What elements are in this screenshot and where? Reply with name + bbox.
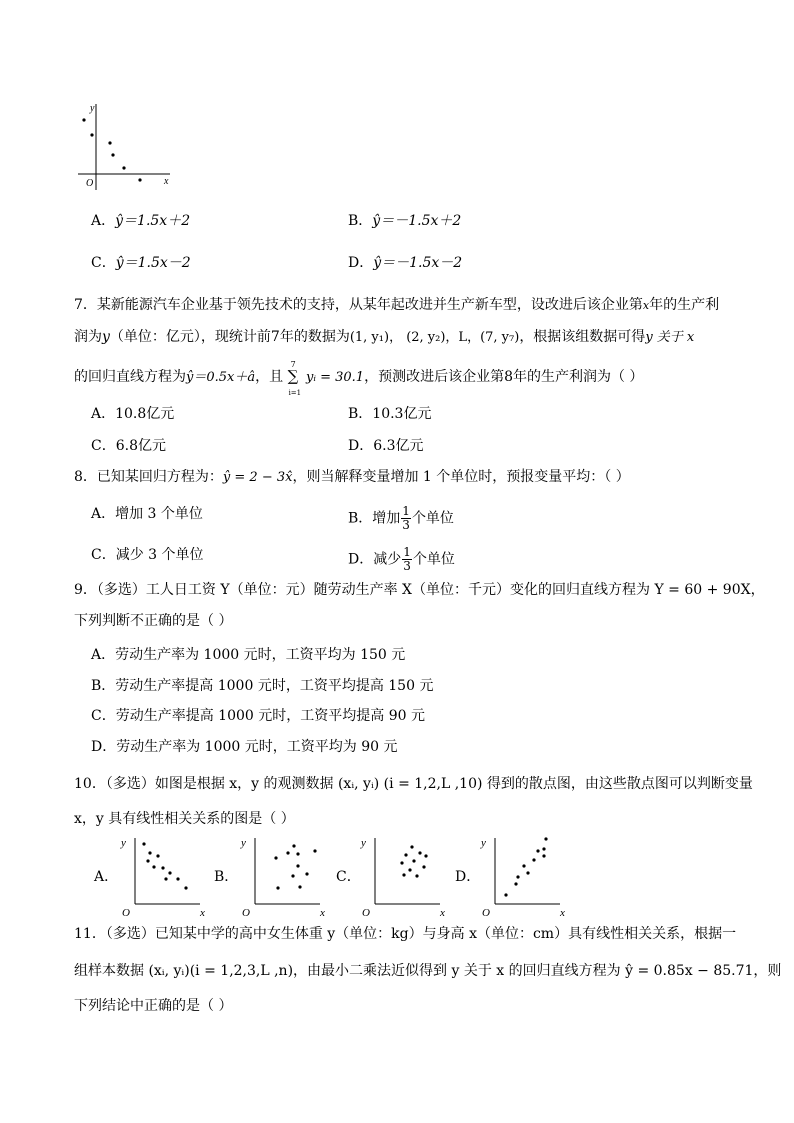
- q9-option-c: C．劳动生产率提高 1000 元时，工资平均提高 90 元: [91, 708, 425, 724]
- q10-plot-a-label: A．: [94, 869, 119, 885]
- scatter-point: [176, 877, 179, 880]
- axis-label-y: y: [361, 837, 366, 849]
- scatter-point: [400, 861, 403, 864]
- q10-stem-line-1: 10．（多选）如图是根据 x，y 的观测数据 (xᵢ, yᵢ) (i = 1,2,L ,10) 得到的散点图，由这些散点图可以判断变量: [74, 776, 753, 792]
- q6-option-b: B．ŷ＝－1.5x＋2: [348, 213, 462, 229]
- scatter-point: [276, 886, 279, 889]
- scatter-point: [296, 864, 299, 867]
- scatter-point: [504, 893, 507, 896]
- axis-origin: O: [86, 178, 94, 189]
- axis-origin: O: [242, 907, 250, 919]
- scatter-point: [410, 845, 413, 848]
- scatter-point: [516, 875, 519, 878]
- scatter-point: [156, 854, 159, 857]
- scatter-point: [152, 865, 155, 868]
- scatter-point: [111, 153, 114, 156]
- q9-stem-line-1: 9．（多选）工人日工资 Y（单位：元）随劳动生产率 X（单位：千元）变化的回归直线方程为 Y = 60 + 90X，: [74, 582, 765, 598]
- q8-option-b: B．增加 $\frac{1}{3}$ 个单位: [348, 504, 454, 532]
- scatter-point: [296, 852, 299, 855]
- scatter-point: [298, 885, 301, 888]
- scatter-point: [514, 882, 517, 885]
- scatter-point: [292, 844, 295, 847]
- q7-option-c: C．6.8亿元: [91, 438, 166, 454]
- q10-plot-b: [238, 832, 330, 922]
- scatter-point: [108, 141, 111, 144]
- axis-label-x: x: [164, 176, 169, 187]
- scatter-point: [274, 856, 277, 859]
- scatter-point: [415, 874, 418, 877]
- axis-label-y: y: [241, 837, 246, 849]
- scatter-point: [408, 868, 411, 871]
- scatter-point: [542, 847, 545, 850]
- scatter-point: [82, 118, 85, 121]
- scatter-point: [422, 865, 425, 868]
- scatter-point: [146, 859, 149, 862]
- q6-option-c: C．ŷ＝1.5x－2: [91, 255, 191, 271]
- scatter-point: [164, 877, 167, 880]
- scatter-point: [122, 166, 125, 169]
- fraction: $\frac{1}{3}$: [402, 504, 410, 532]
- axis-label-x: x: [560, 907, 565, 919]
- scatter-point: [418, 851, 421, 854]
- scatter-point: [138, 178, 141, 181]
- axis-label-y: y: [90, 103, 95, 114]
- scatter-point: [424, 854, 427, 857]
- q10-plot-d-label: D．: [455, 869, 481, 885]
- q7-stem-line-3: 的回归直线方程为ŷ＝0.5x＋â，且 7 ∑ i=1 yᵢ = 30.1，预测改进后该企业第8年的生产利润为（ ）: [74, 360, 644, 397]
- axis-label-x: x: [440, 907, 445, 919]
- scatter-point: [526, 871, 529, 874]
- q7-option-b: B．10.3亿元: [348, 406, 432, 422]
- scatter-point: [404, 853, 407, 856]
- scatter-point: [542, 854, 545, 857]
- q11-stem-line-1: 11．（多选）已知某中学的高中女生体重 y（单位：kg）与身高 x（单位：cm）具有线性相关关系，根据一: [74, 926, 737, 942]
- scatter-point: [168, 871, 171, 874]
- scatter-point: [184, 886, 187, 889]
- q7-stem-line-2: 润为y（单位：亿元），现统计前7年的数据为(1, y₁)， (2, y₂)，L，(7, y₇)，根据该组数据可得y 关于 x: [74, 329, 695, 345]
- scatter-point: [148, 851, 151, 854]
- q11-stem-line-3: 下列结论中正确的是（ ）: [74, 998, 233, 1014]
- scatter-point: [161, 866, 164, 869]
- axis-label-y: y: [121, 837, 126, 849]
- scatter-point: [90, 133, 93, 136]
- q8-option-a: A．增加 3 个单位: [91, 506, 203, 522]
- q9-option-a: A．劳动生产率为 1000 元时，工资平均为 150 元: [91, 647, 406, 663]
- axis-origin: O: [362, 907, 370, 919]
- q9-option-d: D．劳动生产率为 1000 元时，工资平均为 90 元: [91, 739, 398, 755]
- q10-plot-d: [478, 832, 570, 922]
- axis-origin: O: [482, 907, 490, 919]
- scatter-point: [305, 872, 308, 875]
- q9-option-b: B．劳动生产率提高 1000 元时，工资平均提高 150 元: [91, 678, 434, 694]
- q10-stem-line-2: x，y 具有线性相关关系的图是（ ）: [74, 811, 295, 827]
- scatter-point: [402, 873, 405, 876]
- q8-stem: 8．已知某回归方程为：ŷ = 2 − 3x̂，则当解释变量增加 1 个单位时，预报变量平均：（ ）: [74, 469, 630, 485]
- q8-option-c: C．减少 3 个单位: [91, 547, 204, 563]
- q7-stem-line-1: 7．某新能源汽车企业基于领先技术的支持，从某年起改进并生产新车型，设改进后该企业第x年的生产利: [74, 297, 720, 313]
- q6-scatter-graph: [70, 98, 180, 194]
- scatter-point: [291, 874, 294, 877]
- scatter-point: [142, 842, 145, 845]
- axis-label-x: x: [200, 907, 205, 919]
- q7-option-d: D．6.3亿元: [348, 438, 424, 454]
- scatter-point: [313, 849, 316, 852]
- scatter-point: [532, 858, 535, 861]
- fraction: $\frac{1}{3}$: [403, 545, 411, 573]
- scatter-point: [522, 864, 525, 867]
- scatter-point: [544, 837, 547, 840]
- axis-origin: O: [122, 907, 130, 919]
- q11-stem-line-2: 组样本数据 (xᵢ, yᵢ)(i = 1,2,3,L ,n)，由最小二乘法近似得到 y 关于 x 的回归直线方程为 ŷ = 0.85x − 85.71，则: [74, 963, 782, 979]
- summation: 7 ∑ i=1: [287, 360, 302, 397]
- scatter-point: [536, 849, 539, 852]
- q10-plot-c: [358, 832, 450, 922]
- q6-option-a: A．ŷ＝1.5x＋2: [91, 213, 191, 229]
- q10-plot-b-label: B．: [214, 869, 239, 885]
- axis-label-y: y: [481, 837, 486, 849]
- q10-plot-a: [118, 832, 210, 922]
- q6-option-d: D．ŷ＝－1.5x－2: [348, 255, 463, 271]
- q8-option-d: D．减少 $\frac{1}{3}$ 个单位: [348, 545, 455, 573]
- q9-stem-line-2: 下列判断不正确的是（ ）: [74, 613, 233, 629]
- q7-option-a: A．10.8亿元: [91, 406, 175, 422]
- q10-plot-c-label: C．: [336, 869, 361, 885]
- scatter-point: [412, 859, 415, 862]
- scatter-point: [286, 851, 289, 854]
- axis-label-x: x: [320, 907, 325, 919]
